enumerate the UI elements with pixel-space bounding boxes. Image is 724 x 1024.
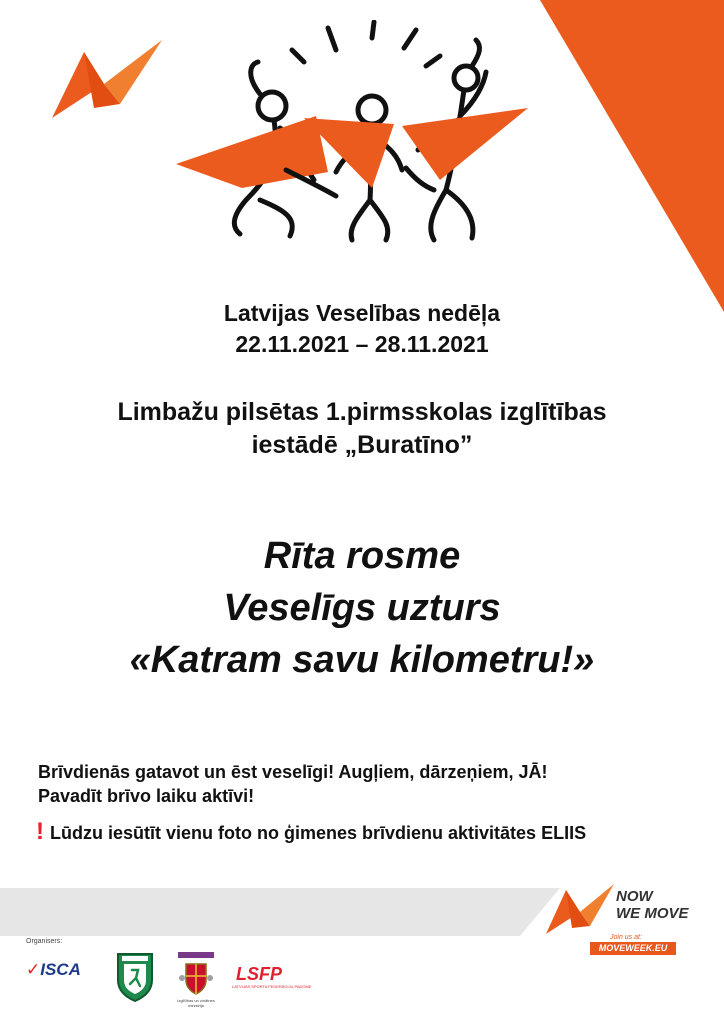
now-we-move-wordmark [616, 888, 689, 922]
photo-request-text: Lūdzu iesūtīt vienu foto no ģimenes brīvdienu aktivitātes ELIIS [50, 823, 587, 843]
lsfp-logo: LSFP [236, 964, 283, 984]
dancing-figures-illustration [176, 20, 556, 260]
notes-block [38, 760, 547, 808]
note-line-1: Brīvdienās gatavot un ēst veselīgi! Augļiem, dārzeņiem, JĀ! [38, 762, 548, 782]
venue-block [0, 396, 724, 462]
moveweek-small-mark-icon [50, 38, 166, 120]
we-move-label: WE MOVE [616, 905, 689, 922]
activities-list [0, 530, 724, 686]
activity-item: «Katram savu kilometru!» [129, 639, 595, 681]
join-us-label: Join us at: [610, 934, 642, 941]
event-heading [0, 298, 724, 360]
event-title: Latvijas Veselības nedēļa [223, 300, 501, 326]
event-dates: 22.11.2021 – 28.11.2021 [235, 331, 489, 357]
activity-item: Rīta rosme [263, 535, 461, 577]
moveweek-logo-icon [544, 882, 616, 936]
isca-logo-text: ISCA [40, 960, 81, 979]
note-line-2: Pavadīt brīvo laiku aktīvi! [38, 786, 255, 806]
isca-logo: ✓ISCA [26, 960, 81, 979]
venue-line-2: iestādē „Buratīno” [251, 431, 473, 459]
activity-item: Veselīgs uzturs [223, 587, 501, 629]
ministry-label: Izglītības un zinātnes ministrija [177, 998, 215, 1008]
exclamation-icon: ! [36, 818, 44, 845]
venue-line-1: Limbažu pilsētas 1.pirmsskolas izglītības [117, 398, 607, 426]
lisa-shield-logo-icon [116, 950, 154, 1002]
organisers-label: Organisers: [26, 938, 63, 945]
moveweek-url-link[interactable]: MOVEWEEK.EU [590, 942, 676, 955]
lsfp-subtitle: LATVIJAS SPORTA FEDERĀCIJU PADOME [232, 984, 312, 989]
photo-request [36, 820, 586, 845]
ministry-crest-icon [178, 952, 214, 998]
now-label: NOW [616, 888, 653, 905]
